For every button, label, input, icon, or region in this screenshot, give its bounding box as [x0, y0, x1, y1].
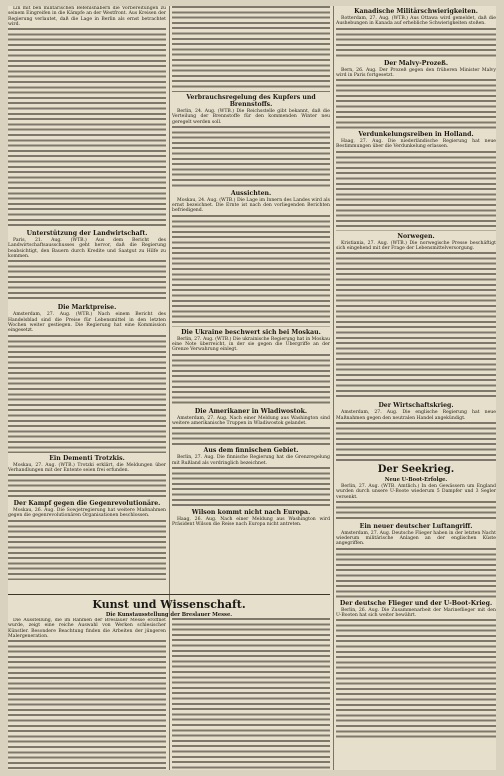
section-heading: Der deutsche Flieger und der U-Boot-Krieg.	[339, 599, 493, 607]
article-body: In den Gewässern um England wurden durch unsere U-Boote wiederum 5 Dampfer und 3 Segler versenkt.	[336, 483, 496, 500]
section-heading: Aus dem finnischen Gebiet.	[203, 447, 299, 455]
section-text	[172, 416, 330, 427]
body-text-block	[8, 335, 166, 453]
section-subheading: Neue U-Boot-Erfolge.	[384, 476, 448, 483]
section-heading: Norwegen.	[397, 232, 435, 240]
article-body: Deutsche Flieger haben in der letzten Nacht wiederum militärische Anlagen an der englischen Küste angegriffen.	[336, 530, 496, 547]
dateline: Moskau, 24. Aug. (WTB.)	[177, 197, 236, 203]
feature-column-1	[8, 618, 166, 770]
body-text-block	[336, 151, 496, 231]
section-text	[8, 238, 166, 259]
body-text-block	[172, 6, 330, 92]
body-text-block	[8, 640, 166, 770]
feature-text: Die Ausstellung, die im Rahmen der Breslauer Messe eröffnet wurde, zeigt eine reiche Auswahl von Werken schlesischer Künstler. Besondere Beachtung finden die Arbeiten der jüngeren Malergeneration.	[8, 618, 166, 639]
section-heading: Der Malvy-Prozeß.	[383, 59, 449, 67]
dateline: Moskau, 26. Aug.	[13, 508, 55, 514]
feature-section	[8, 596, 330, 770]
column-2	[172, 6, 330, 596]
dateline: Berlin, 27. Aug. (WTB.)	[177, 336, 232, 342]
section-heading: Verdunkelungsreiben in Holland.	[358, 131, 474, 139]
section-text	[336, 68, 496, 79]
section-text	[8, 508, 166, 519]
body-text-block	[336, 619, 496, 739]
dateline: Paris, 21. Aug. (WTB.)	[13, 238, 87, 244]
dateline: Berlin, 27. Aug.	[177, 455, 215, 461]
body-text-block	[336, 252, 496, 400]
section-heading: Aussichten.	[230, 189, 272, 197]
section-text	[8, 463, 166, 474]
article-body: Nach einer Meldung aus Washington wird Präsident Wilson die Reise nach Europa nicht antreten.	[172, 516, 330, 528]
column-1	[8, 6, 166, 596]
section-heading: Unterstützung der Landwirtschaft.	[26, 230, 148, 238]
article-body: Nach einer Meldung aus Washington sind weitere amerikanische Truppen in Wladiwostok gelandet.	[172, 415, 330, 426]
dateline: Amsterdam, 27. Aug.	[341, 410, 398, 416]
article-body: Die norwegische Presse beschäftigt sich eingehend mit der Frage der Lebensmittelversorgung.	[336, 240, 496, 252]
section-text	[336, 16, 496, 27]
dateline: Haag, 27. Aug.	[341, 139, 383, 145]
article-body: Die ukrainische Regierung hat in Moskau eine Note überreicht, in der sie gegen die Übergriffe an der Grenze Verwahrung einlegt.	[172, 336, 330, 353]
article-body: Trotzki erklärt, die Meldungen über Verhandlungen mit der Entente seien frei erfunden.	[8, 462, 166, 473]
section-heading: Der Kampf gegen die Gegenrevolutionäre.	[13, 500, 161, 508]
article-body: Der Prozeß gegen den früheren Minister Malvy wird in Paris fortgesetzt.	[336, 67, 496, 78]
article-body: Die finnische Regierung hat die Grenzregelung mit Rußland als vordringlich bezeichnet.	[172, 455, 330, 466]
section-text	[336, 484, 496, 500]
section-heading-large: Der Seekrieg.	[377, 463, 455, 475]
section-rule	[8, 594, 330, 595]
dateline: Rotterdam, 27. Aug. (WTB.)	[341, 16, 408, 21]
dateline: Berlin, 24. Aug. (WTB.)	[177, 109, 235, 114]
column-rule	[333, 6, 334, 770]
dateline: Moskau, 27. Aug. (WTB.)	[13, 462, 75, 468]
body-text-block	[336, 501, 496, 521]
dateline: Kristiania, 27. Aug. (WTB.)	[341, 240, 407, 246]
section-text	[172, 517, 330, 528]
section-heading: Der Wirtschaftskrieg.	[378, 402, 454, 410]
section-text	[172, 109, 330, 125]
dateline: Amsterdam, 27. Aug. (WTB.)	[13, 312, 93, 318]
article-body: Die englische Regierung hat neue Maßnahmen gegen den neutralen Handel angekündigt.	[336, 410, 496, 421]
section-text	[336, 608, 496, 619]
dateline: Amsterdam, 27. Aug.	[341, 530, 391, 536]
body-text-block	[172, 618, 330, 770]
body-text-block	[336, 548, 496, 598]
section-text	[336, 531, 496, 547]
body-text-block	[8, 474, 166, 498]
section-heading: Die Ukraine beschwert sich bei Moskau.	[181, 328, 321, 336]
body-text-block	[336, 422, 496, 462]
section-text	[172, 198, 330, 214]
section-text	[172, 455, 330, 466]
body-text-block	[336, 79, 496, 129]
body-text-block	[8, 520, 166, 580]
article-body: Die Reichsstelle gibt bekannt, daß die Verteilung der Brennstoffe für den kommenden Winter neu geregelt werden soll.	[172, 109, 330, 125]
body-text-block	[8, 260, 166, 302]
article-body: Aus Ottawa wird gemeldet, daß die Aushebungen in Kanada auf erhebliche Schwierigkeiten stoßen.	[336, 16, 496, 27]
section-text	[8, 312, 166, 333]
article-body: Aus dem Bericht des Landwirtschaftsausschusses geht hervor, daß die Regierung beabsichtigt, den Bauern durch Kredite und Saatgut zu Hilfe zu kommen.	[8, 238, 166, 260]
section-heading: Ein neuer deutscher Luftangriff.	[359, 522, 473, 530]
body-text-block	[172, 427, 330, 445]
section-text	[172, 337, 330, 353]
column-3	[336, 6, 496, 770]
body-text-block	[172, 215, 330, 327]
body-text-block	[172, 126, 330, 188]
article-body: Die Sowjetregierung hat weitere Maßnahmen gegen die gegenrevolutionären Organisationen beschlossen.	[8, 508, 166, 519]
dateline: Berlin, 26. Aug.	[341, 607, 380, 613]
dateline: Berlin, 27. Aug. (WTB. Amtlich.)	[341, 483, 420, 489]
dateline: Bern, 26. Aug.	[341, 67, 377, 73]
intro-paragraph: Lin mit ben militärischen Befehlshabern die Vorbereitungen zu seinem Eingreifen in die Kämpfe an der Westfront. Aus Kreisen der Regierung verlautet, daß die Lage in Berlin als ernst betrachtet wird.	[8, 6, 166, 27]
article-body: Nach einem Bericht des Handelsblad sind die Preise für Lebensmittel in den letzten Wochen weiter gestiegen. Die Regierung hat eine Kommission eingesetzt.	[8, 312, 166, 334]
newspaper-page	[8, 6, 496, 770]
section-heading: Die Marktpreise.	[57, 304, 117, 312]
dateline: Amsterdam, 27. Aug.	[177, 415, 228, 421]
section-text	[336, 139, 496, 150]
feature-subtitle: Die Kunstausstellung der Breslauer Messe.	[105, 612, 233, 618]
body-text-block	[172, 467, 330, 507]
section-heading: Wilson kommt nicht nach Europa.	[191, 508, 311, 516]
section-heading: Kanadische Militärschwierigkeiten.	[354, 8, 478, 15]
body-text-block	[8, 28, 166, 228]
section-heading: Die Amerikaner in Wladiwostok.	[194, 407, 308, 415]
article-body: Die Lage im Innern des Landes wird als ernst bezeichnet. Die Ernte ist nach den vorliegenden Berichten befriedigend.	[172, 197, 330, 214]
section-text	[336, 241, 496, 252]
body-text-block	[336, 28, 496, 58]
article-body: Die niederländische Regierung hat neue Bestimmungen über die Verdunkelung erlassen.	[336, 139, 496, 150]
section-heading: Ein Dementi Trotzkis.	[49, 454, 125, 462]
section-text	[336, 410, 496, 421]
feature-column-2	[172, 618, 330, 770]
feature-title: Kunst und Wissenschaft.	[92, 598, 246, 611]
section-heading: Verbrauchsregelung des Kupfers und Brennstoffs.	[186, 94, 316, 108]
dateline: Haag, 26. Aug.	[177, 516, 217, 522]
body-text-block	[172, 354, 330, 406]
article-body: Die Zusammenarbeit der Marineflieger mit den U-Booten hat sich weiter bewährt.	[336, 607, 496, 619]
